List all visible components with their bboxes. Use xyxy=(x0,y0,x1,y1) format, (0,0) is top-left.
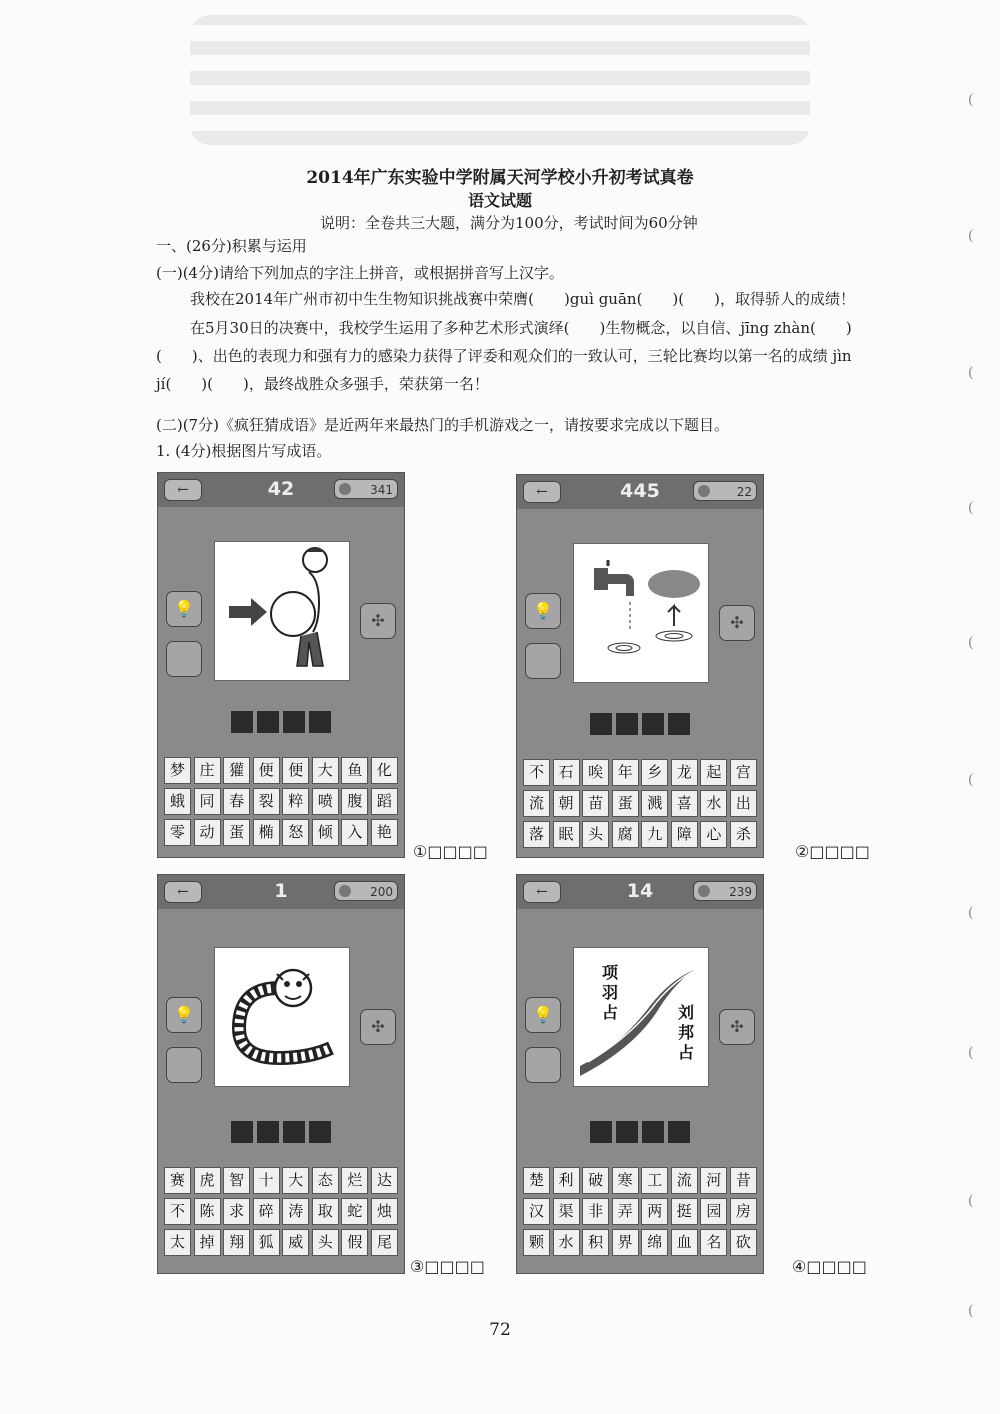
answer-slot[interactable] xyxy=(590,1121,612,1143)
binding-mark: ( xyxy=(968,92,974,108)
character-tile[interactable]: 陈 xyxy=(194,1198,221,1225)
character-row xyxy=(523,821,757,848)
character-tile[interactable]: 椭 xyxy=(253,819,280,846)
part2-heading: (二)(7分)《疯狂猜成语》是近两年来最热门的手机游戏之一，请按要求完成以下题目。 xyxy=(156,416,729,434)
character-tile[interactable]: 赛 xyxy=(164,1167,191,1194)
character-tile[interactable]: 名 xyxy=(700,1229,727,1256)
answer-slot[interactable] xyxy=(590,713,612,735)
character-row xyxy=(523,1198,757,1225)
coin-counter xyxy=(693,481,757,501)
character-tile[interactable]: 杀 xyxy=(730,821,757,848)
character-tile[interactable]: 掉 xyxy=(194,1229,221,1256)
character-tile[interactable]: 涛 xyxy=(282,1198,309,1225)
character-tile[interactable]: 朝 xyxy=(553,790,580,817)
pregnant-man-illustration xyxy=(215,542,349,680)
character-tile[interactable]: 腹 xyxy=(341,788,368,815)
character-tile[interactable]: 起 xyxy=(700,759,727,786)
character-tile[interactable]: 粹 xyxy=(282,788,309,815)
section1-heading: 一、(26分)积累与运用 xyxy=(156,237,307,255)
character-grid xyxy=(164,1167,398,1260)
character-tile[interactable]: 烛 xyxy=(371,1198,398,1225)
character-tile[interactable]: 蛋 xyxy=(612,790,639,817)
answer-slot[interactable] xyxy=(668,713,690,735)
character-tile[interactable]: 狐 xyxy=(253,1229,280,1256)
answer-slot[interactable] xyxy=(616,1121,638,1143)
puzzle-picture xyxy=(214,541,350,681)
answer-blank-2: ②□□□□ xyxy=(795,842,870,861)
character-tile[interactable]: 不 xyxy=(164,1198,191,1225)
character-tile[interactable]: 头 xyxy=(312,1229,339,1256)
character-tile[interactable]: 汉 xyxy=(523,1198,550,1225)
faucet-cloud-illustration xyxy=(574,544,708,682)
answer-slots xyxy=(158,1121,404,1147)
character-tile[interactable]: 年 xyxy=(612,759,639,786)
coin-icon xyxy=(698,485,710,497)
coin-count: 200 xyxy=(370,885,393,899)
character-tile[interactable]: 艳 xyxy=(371,819,398,846)
character-tile[interactable]: 蛾 xyxy=(164,788,191,815)
picture-label-right: 刘邦占 xyxy=(678,1003,695,1062)
character-tile[interactable]: 同 xyxy=(194,788,221,815)
character-tile[interactable]: 大 xyxy=(282,1167,309,1194)
character-tile[interactable]: 非 xyxy=(582,1198,609,1225)
character-tile[interactable]: 流 xyxy=(523,790,550,817)
character-tile[interactable]: 利 xyxy=(553,1167,580,1194)
character-tile[interactable]: 流 xyxy=(671,1167,698,1194)
answer-slots xyxy=(158,711,404,737)
help-button[interactable] xyxy=(525,643,561,679)
coin-count: 341 xyxy=(370,483,393,497)
character-tile[interactable]: 石 xyxy=(553,759,580,786)
character-tile[interactable]: 心 xyxy=(700,821,727,848)
character-tile[interactable]: 出 xyxy=(730,790,757,817)
answer-slot[interactable] xyxy=(309,711,331,733)
answer-slots xyxy=(517,713,763,739)
answer-slots xyxy=(517,1121,763,1147)
coin-icon xyxy=(339,885,351,897)
character-tile[interactable]: 弄 xyxy=(612,1198,639,1225)
binding-mark: ( xyxy=(968,1045,974,1061)
character-tile[interactable]: 砍 xyxy=(730,1229,757,1256)
character-tile[interactable]: 不 xyxy=(523,759,550,786)
character-row xyxy=(523,1229,757,1256)
character-tile[interactable]: 态 xyxy=(312,1167,339,1194)
binding-mark: ( xyxy=(968,500,974,516)
character-grid xyxy=(164,757,398,850)
character-tile[interactable]: 水 xyxy=(553,1229,580,1256)
character-tile[interactable]: 春 xyxy=(223,788,250,815)
share-icon[interactable]: ✣ xyxy=(719,605,755,641)
character-tile[interactable]: 大 xyxy=(312,757,339,784)
part1-paragraph2: 在5月30日的决赛中，我校学生运用了多种艺术形式演绎( )生物概念，以自信、jīng zhàn( )( )、出色的表现力和强有力的感染力获得了评委和观众们的一致认可，三轮比赛均以第一名的成绩 jìn jí( )( )，最终战胜众多强手，荣获第一名！ xyxy=(156,319,852,393)
exam-title: 2014年广东实验中学附属天河学校小升初考试真卷 xyxy=(306,168,694,188)
back-arrow-icon[interactable]: ← xyxy=(523,881,561,903)
character-tile[interactable]: 假 xyxy=(341,1229,368,1256)
answer-slot[interactable] xyxy=(257,711,279,733)
character-row xyxy=(164,1167,398,1194)
character-tile[interactable]: 溅 xyxy=(641,790,668,817)
answer-slot[interactable] xyxy=(231,711,253,733)
share-icon[interactable]: ✣ xyxy=(719,1009,755,1045)
river-divide-illustration xyxy=(574,948,708,1086)
character-tile[interactable]: 唉 xyxy=(582,759,609,786)
help-button[interactable] xyxy=(166,641,202,677)
character-tile[interactable]: 眠 xyxy=(553,821,580,848)
character-tile[interactable]: 入 xyxy=(341,819,368,846)
exam-subtitle: 语文试题 xyxy=(467,191,532,210)
character-tile[interactable]: 蛋 xyxy=(223,819,250,846)
answer-blank-3: ③□□□□ xyxy=(410,1257,485,1276)
binding-mark: ( xyxy=(968,1193,974,1209)
coin-count: 22 xyxy=(736,485,752,499)
binding-mark: ( xyxy=(968,365,974,381)
level-number: 14 xyxy=(626,880,654,902)
coin-counter xyxy=(693,881,757,901)
character-tile[interactable]: 挺 xyxy=(671,1198,698,1225)
hint-lightbulb-icon[interactable]: 💡 xyxy=(525,593,561,629)
character-tile[interactable]: 龙 xyxy=(671,759,698,786)
character-tile[interactable]: 宫 xyxy=(730,759,757,786)
binding-mark: ( xyxy=(968,635,974,651)
character-row xyxy=(523,759,757,786)
level-number: 42 xyxy=(267,478,295,500)
character-tile[interactable]: 工 xyxy=(641,1167,668,1194)
answer-slot[interactable] xyxy=(231,1121,253,1143)
level-number: 1 xyxy=(274,880,288,902)
character-tile[interactable]: 梦 xyxy=(164,757,191,784)
character-row xyxy=(164,819,398,846)
help-button[interactable] xyxy=(166,1047,202,1083)
character-tile[interactable]: 绵 xyxy=(641,1229,668,1256)
character-tile[interactable]: 寒 xyxy=(612,1167,639,1194)
answer-slot[interactable] xyxy=(283,1121,305,1143)
puzzle-panel-1 xyxy=(157,472,405,858)
character-tile[interactable]: 园 xyxy=(700,1198,727,1225)
back-arrow-icon[interactable]: ← xyxy=(164,881,202,903)
character-tile[interactable]: 血 xyxy=(671,1229,698,1256)
character-tile[interactable]: 头 xyxy=(582,821,609,848)
character-tile[interactable]: 太 xyxy=(164,1229,191,1256)
character-tile[interactable]: 十 xyxy=(253,1167,280,1194)
character-tile[interactable]: 怒 xyxy=(282,819,309,846)
puzzle-panel-3 xyxy=(157,874,405,1274)
character-tile[interactable]: 零 xyxy=(164,819,191,846)
character-tile[interactable]: 便 xyxy=(282,757,309,784)
binding-mark: ( xyxy=(968,228,974,244)
character-tile[interactable]: 蹈 xyxy=(371,788,398,815)
scan-bleed-through xyxy=(190,15,810,145)
character-grid xyxy=(523,1167,757,1260)
share-icon[interactable]: ✣ xyxy=(360,1009,396,1045)
character-tile[interactable]: 昔 xyxy=(730,1167,757,1194)
character-tile[interactable]: 水 xyxy=(700,790,727,817)
page-number: 72 xyxy=(489,1320,511,1340)
part1-heading: (一)(4分)请给下列加点的字注上拼音，或根据拼音写上汉字。 xyxy=(156,264,564,282)
coin-counter xyxy=(334,479,398,499)
character-tile[interactable]: 庄 xyxy=(194,757,221,784)
character-tile[interactable]: 智 xyxy=(223,1167,250,1194)
answer-slot[interactable] xyxy=(257,1121,279,1143)
share-icon[interactable]: ✣ xyxy=(360,603,396,639)
answer-slot[interactable] xyxy=(668,1121,690,1143)
puzzle-picture xyxy=(214,947,350,1087)
character-tile[interactable]: 颗 xyxy=(523,1229,550,1256)
character-tile[interactable]: 便 xyxy=(253,757,280,784)
answer-blank-4: ④□□□□ xyxy=(792,1257,867,1276)
character-tile[interactable]: 动 xyxy=(194,819,221,846)
snake-tiger-head-illustration xyxy=(215,948,349,1086)
character-tile[interactable]: 求 xyxy=(223,1198,250,1225)
character-tile[interactable]: 两 xyxy=(641,1198,668,1225)
puzzle-panel-4 xyxy=(516,874,764,1274)
character-tile[interactable]: 楚 xyxy=(523,1167,550,1194)
character-tile[interactable]: 蛇 xyxy=(341,1198,368,1225)
character-tile[interactable]: 障 xyxy=(671,821,698,848)
coin-count: 239 xyxy=(729,885,752,899)
character-tile[interactable]: 虎 xyxy=(194,1167,221,1194)
character-tile[interactable]: 破 xyxy=(582,1167,609,1194)
character-tile[interactable]: 喜 xyxy=(671,790,698,817)
back-arrow-icon[interactable]: ← xyxy=(523,481,561,503)
puzzle-picture xyxy=(573,947,709,1087)
character-tile[interactable]: 喷 xyxy=(312,788,339,815)
puzzle-picture xyxy=(573,543,709,683)
character-tile[interactable]: 达 xyxy=(371,1167,398,1194)
character-tile[interactable]: 化 xyxy=(371,757,398,784)
answer-slot[interactable] xyxy=(642,713,664,735)
character-row xyxy=(164,757,398,784)
character-row xyxy=(523,1167,757,1194)
character-tile[interactable]: 界 xyxy=(612,1229,639,1256)
character-row xyxy=(164,1198,398,1225)
character-tile[interactable]: 鱼 xyxy=(341,757,368,784)
character-tile[interactable]: 獾 xyxy=(223,757,250,784)
help-button[interactable] xyxy=(525,1047,561,1083)
coin-icon xyxy=(339,483,351,495)
character-tile[interactable]: 威 xyxy=(282,1229,309,1256)
binding-mark: ( xyxy=(968,905,974,921)
answer-slot[interactable] xyxy=(616,713,638,735)
character-tile[interactable]: 翔 xyxy=(223,1229,250,1256)
character-tile[interactable]: 河 xyxy=(700,1167,727,1194)
character-tile[interactable]: 腐 xyxy=(612,821,639,848)
character-tile[interactable]: 落 xyxy=(523,821,550,848)
character-row xyxy=(164,1229,398,1256)
coin-icon xyxy=(698,885,710,897)
answer-slot[interactable] xyxy=(642,1121,664,1143)
exam-note: 说明：全卷共三大题，满分为100分，考试时间为60分钟 xyxy=(320,214,698,232)
hint-lightbulb-icon[interactable]: 💡 xyxy=(166,997,202,1033)
character-tile[interactable]: 房 xyxy=(730,1198,757,1225)
character-tile[interactable]: 碎 xyxy=(253,1198,280,1225)
character-tile[interactable]: 积 xyxy=(582,1229,609,1256)
character-tile[interactable]: 苗 xyxy=(582,790,609,817)
character-tile[interactable]: 烂 xyxy=(341,1167,368,1194)
character-tile[interactable]: 取 xyxy=(312,1198,339,1225)
character-tile[interactable]: 裂 xyxy=(253,788,280,815)
binding-mark: ( xyxy=(968,772,974,788)
part1-paragraph1: 我校在2014年广州市初中生生物知识挑战赛中荣膺( )guì guān( )( )，取得骄人的成绩！ xyxy=(190,290,855,308)
hint-lightbulb-icon[interactable]: 💡 xyxy=(166,591,202,627)
character-row xyxy=(164,788,398,815)
binding-mark: ( xyxy=(968,1303,974,1319)
character-tile[interactable]: 倾 xyxy=(312,819,339,846)
answer-slot[interactable] xyxy=(283,711,305,733)
character-row xyxy=(523,790,757,817)
character-grid xyxy=(523,759,757,852)
character-tile[interactable]: 渠 xyxy=(553,1198,580,1225)
level-number: 445 xyxy=(620,480,660,502)
hint-lightbulb-icon[interactable]: 💡 xyxy=(525,997,561,1033)
character-tile[interactable]: 乡 xyxy=(641,759,668,786)
answer-blank-1: ①□□□□ xyxy=(413,842,488,861)
puzzle-panel-2 xyxy=(516,474,764,858)
answer-slot[interactable] xyxy=(309,1121,331,1143)
picture-label-left: 项羽占 xyxy=(602,963,619,1022)
coin-counter xyxy=(334,881,398,901)
character-tile[interactable]: 九 xyxy=(641,821,668,848)
question1-prompt: 1. (4分)根据图片写成语。 xyxy=(156,442,332,460)
character-tile[interactable]: 尾 xyxy=(371,1229,398,1256)
back-arrow-icon[interactable]: ← xyxy=(164,479,202,501)
